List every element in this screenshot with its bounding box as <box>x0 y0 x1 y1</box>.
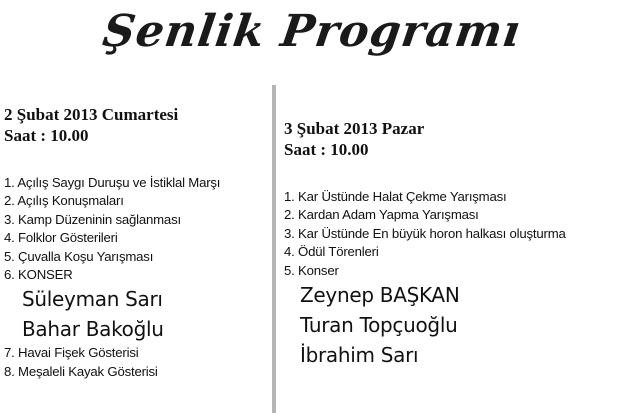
program-item: 2. Kardan Adam Yapma Yarışması <box>284 207 479 223</box>
day2-time: Saat : 10.00 <box>284 140 369 159</box>
day2-column <box>284 118 624 370</box>
page-title: Şenlik Programı <box>99 6 525 57</box>
day2-date: 3 Şubat 2013 Pazar <box>284 119 425 138</box>
program-item: 6. KONSER <box>4 267 73 283</box>
program-item: 7. Havai Fişek Gösterisi <box>4 345 139 361</box>
performer-name: Bahar Bakoğlu <box>22 317 164 342</box>
program-item: 1. Açılış Saygı Duruşu ve İstiklal Marşı <box>4 175 221 190</box>
program-item: 5. Konser <box>284 262 339 278</box>
program-item: 3. Kar Üstünde En büyük horon halkası oluşturma <box>284 225 566 241</box>
program-item: 2. Açılış Konuşmaları <box>4 193 124 209</box>
program-item: 4. Ödül Törenleri <box>284 244 379 260</box>
day2-program-list <box>284 188 624 370</box>
program-item: 4. Folklor Gösterileri <box>4 230 118 246</box>
day1-time: Saat : 10.00 <box>4 126 89 145</box>
day1-date: 2 Şubat 2013 Cumartesi <box>4 105 179 124</box>
program-item: 5. Çuvalla Koşu Yarışması <box>4 248 154 264</box>
performer-name: Turan Topçuoğlu <box>300 313 458 338</box>
performer-name: İbrahim Sarı <box>300 343 419 368</box>
column-divider <box>272 85 276 413</box>
day1-program-list <box>4 174 268 381</box>
program-item: 8. Meşaleli Kayak Gösterisi <box>4 363 158 379</box>
program-item: 3. Kamp Düzeninin sağlanması <box>4 211 181 227</box>
performer-name: Zeynep BAŞKAN <box>300 283 460 308</box>
performer-name: Süleyman Sarı <box>22 287 163 312</box>
day1-column <box>4 104 268 381</box>
program-item: 1. Kar Üstünde Halat Çekme Yarışması <box>284 189 507 204</box>
